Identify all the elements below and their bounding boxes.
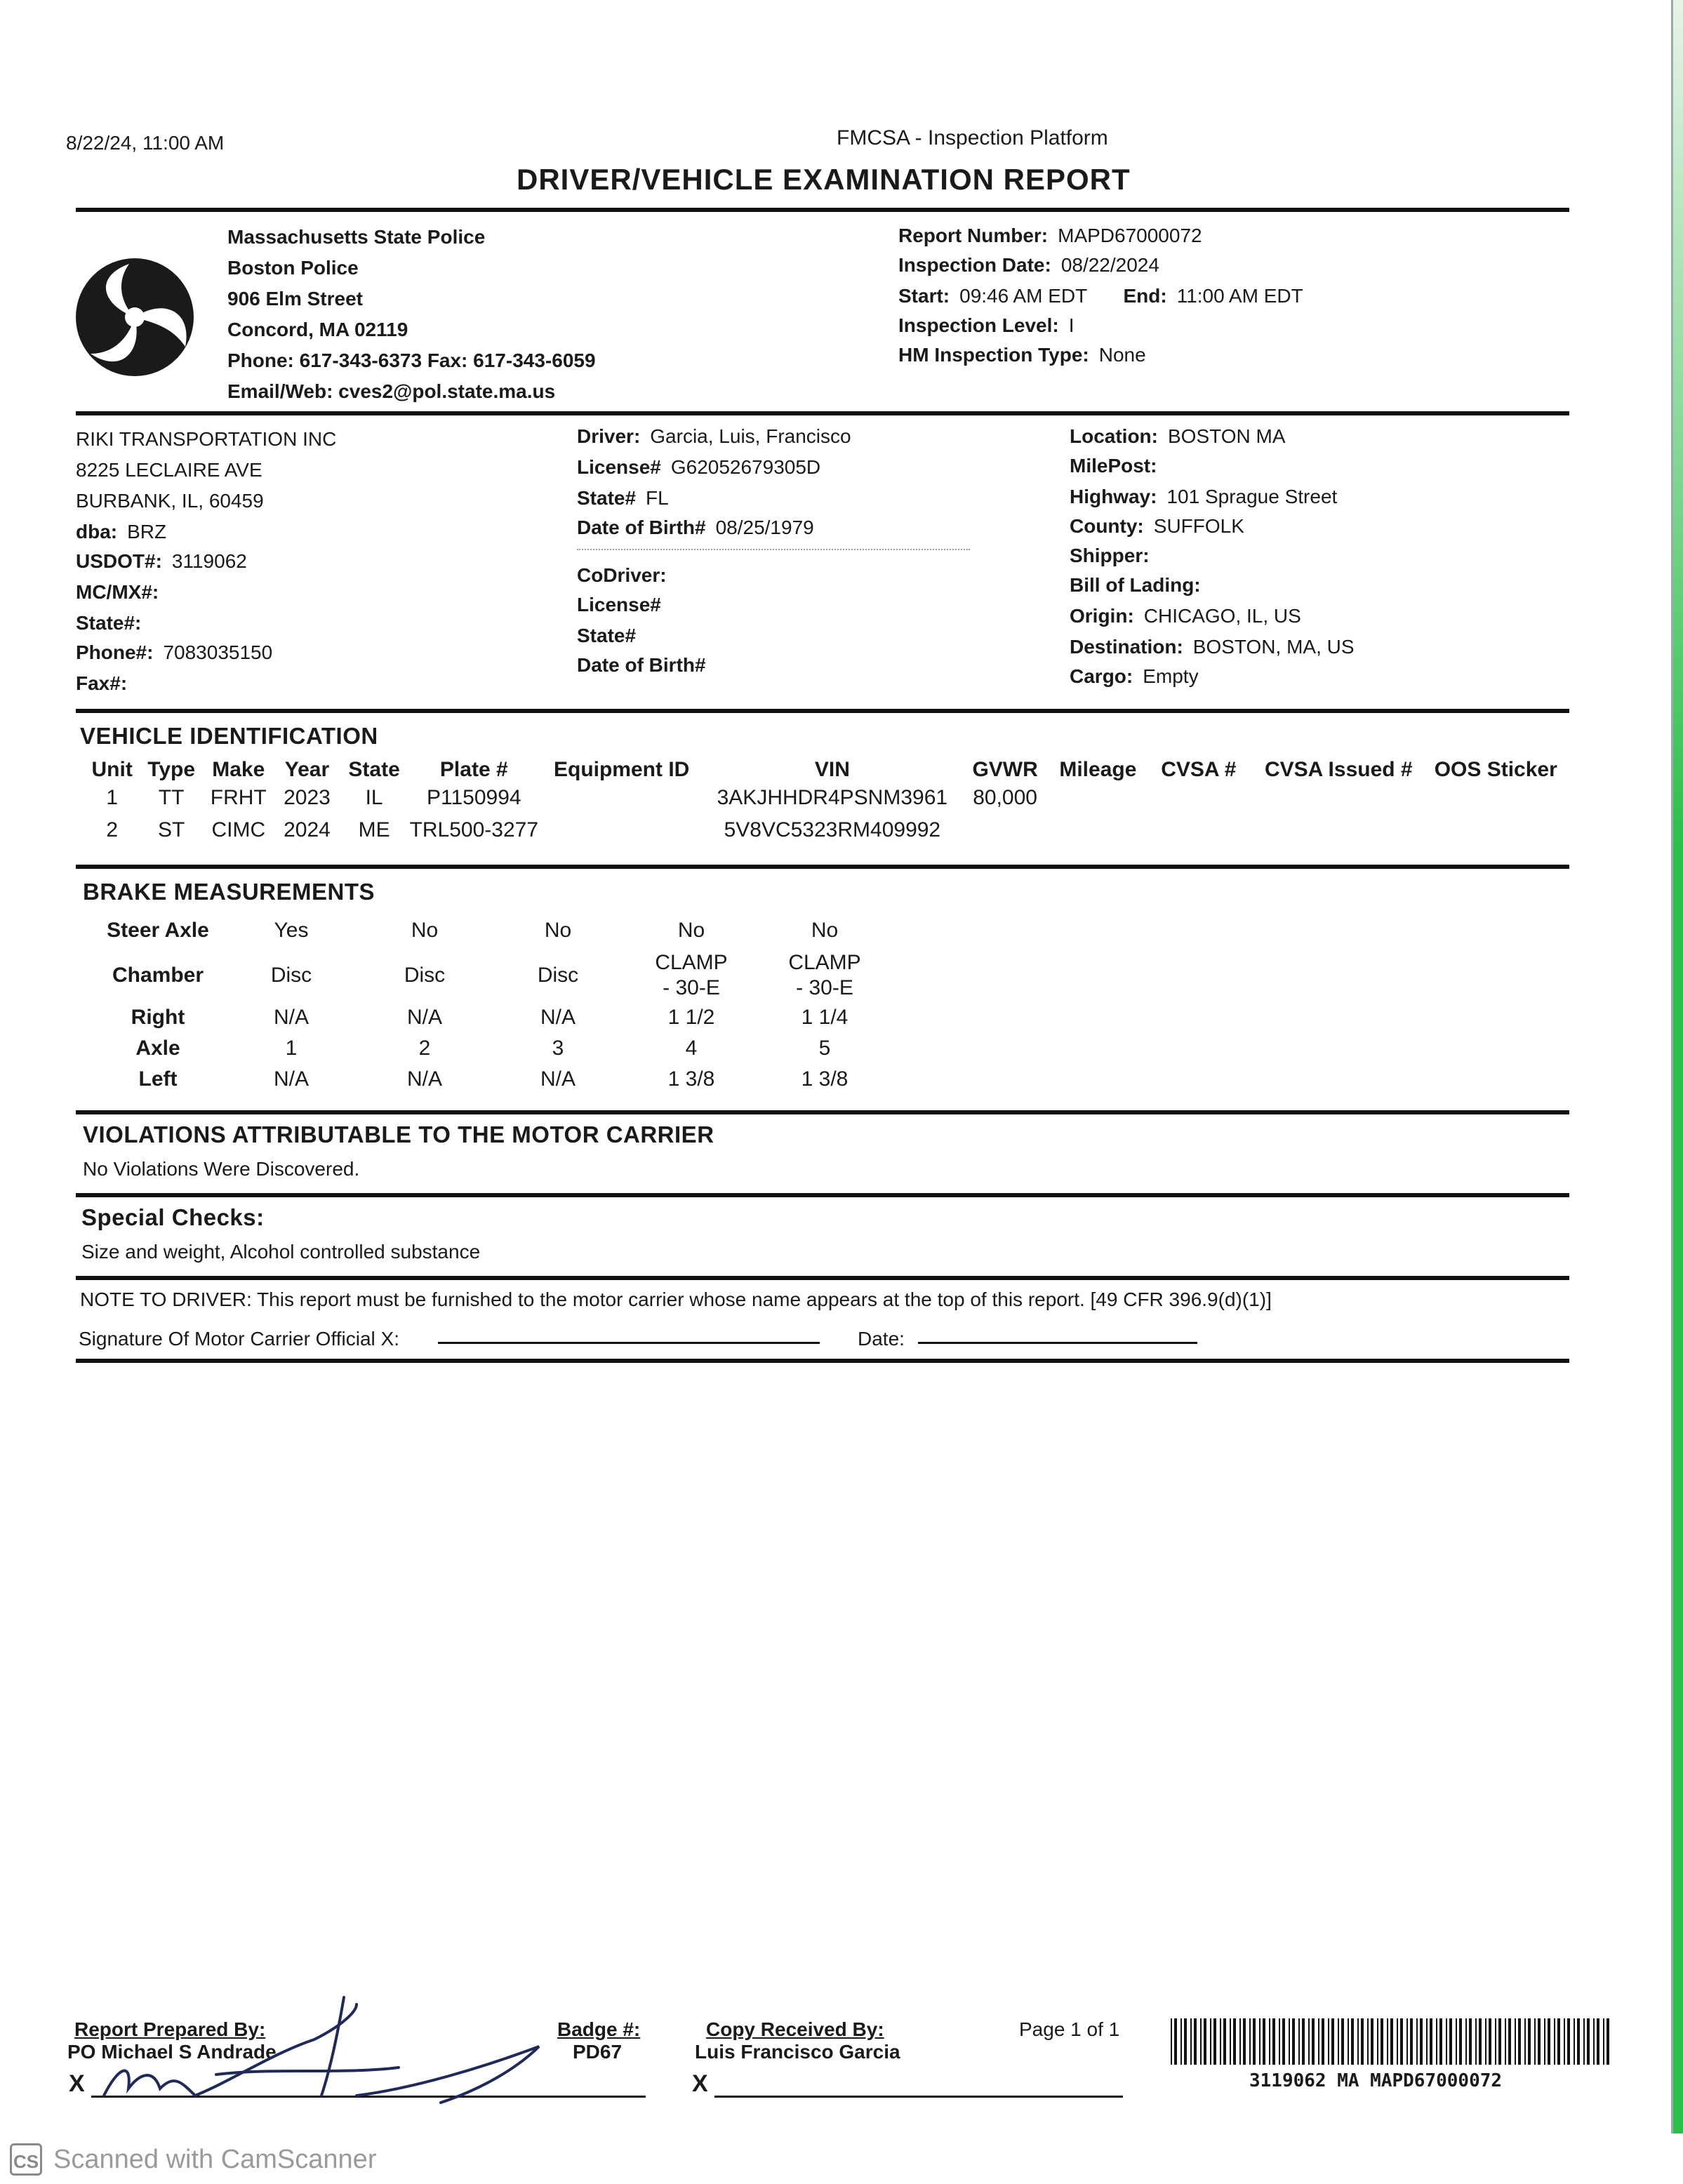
barcode-bar [1377,2018,1378,2065]
carrier-phone-label: Phone#: [76,641,154,663]
hm-type: None [1098,344,1146,366]
usdot-label: USDOT#: [76,550,162,572]
shipper-row [1070,542,1159,570]
cell: ST [157,818,185,841]
highway: 101 Sprague Street [1166,486,1338,507]
barcode-bar [1180,2018,1182,2065]
driver-name: Garcia, Luis, Francisco [650,425,851,447]
barcode-bar [1253,2018,1256,2065]
camscanner-logo-icon: CS [10,2143,42,2176]
barcode-bar [1210,2018,1211,2065]
barcode-bar [1515,2018,1516,2065]
driver-dob-row [577,514,814,542]
col-year: Year [284,758,330,781]
origin-label: Origin: [1070,605,1134,627]
barcode-bar [1485,2018,1486,2065]
cell: Yes [274,919,309,942]
start-time: 09:46 AM EDT [959,285,1087,307]
dotted-separator [577,549,970,552]
divider [76,1193,1569,1197]
barcode-bar [1534,2018,1536,2065]
agency-phone-fax: Phone: 617-343-6373 Fax: 617-343-6059 [227,349,596,371]
barcode-bar [1465,2018,1467,2065]
officer-signature [90,1990,567,2113]
col-unit: Unit [91,758,133,781]
barcode-bar [1259,2018,1260,2065]
highway-row [1070,483,1337,511]
report-title: DRIVER/VEHICLE EXAMINATION REPORT [517,163,1131,196]
bol-label: Bill of Lading: [1070,574,1201,596]
barcode-bar [1292,2018,1295,2065]
location: BOSTON MA [1168,425,1286,447]
carrier-dba: BRZ [127,521,167,542]
carrier-fax-row [76,670,137,698]
barcode-bar [1479,2018,1482,2065]
license-label: License# [577,456,661,478]
brake-table [91,912,891,1095]
carrier-usdot-row [76,547,247,575]
carrier-state-row [76,609,151,637]
cell: 2023 [284,786,331,809]
violations-title: VIOLATIONS ATTRIBUTABLE TO THE MOTOR CARRIER [83,1121,714,1147]
cell: TT [158,786,185,809]
cell: CIMC [211,818,266,841]
barcode-bar [1367,2018,1369,2065]
cell: 80,000 [973,786,1037,809]
license-row [577,453,820,481]
agency-street: 906 Elm Street [227,288,363,309]
violations-text: No Violations Were Discovered. [83,1158,360,1180]
col-equipment-id: Equipment ID [553,758,690,781]
co-license-row [577,591,671,619]
cell: 1 1/2 [667,1006,715,1029]
barcode-bar [1351,2018,1354,2065]
cell: No [811,919,839,942]
bol-row [1070,571,1211,599]
report-number: MAPD67000072 [1058,225,1202,246]
driver-state: FL [646,487,669,509]
barcode-bar [1249,2018,1251,2065]
divider [76,1110,1569,1114]
cell: N/A [273,1067,309,1091]
cell [1049,814,1146,846]
driver-row [577,422,851,451]
barcode-bar [1174,2018,1177,2065]
codriver-label: CoDriver: [577,564,667,586]
barcode-bar [1390,2018,1393,2065]
divider [76,208,1569,212]
co-license-label: License# [577,594,661,615]
table-row [91,1033,891,1064]
cell [540,782,704,814]
carrier-street: 8225 LECLAIRE AVE [76,459,262,481]
barcode-bar [1574,2018,1575,2065]
barcode-bar [1289,2018,1290,2065]
cell [1049,782,1146,814]
barcode-bar [1272,2018,1275,2065]
barcode-bar [1220,2018,1221,2065]
barcode-bar [1456,2018,1457,2065]
cell [1251,814,1426,846]
dba-label: dba: [76,521,118,542]
cell: N/A [540,1006,576,1029]
county-row [1070,512,1244,540]
cell: 1 [106,786,119,809]
cell: N/A [406,1006,442,1029]
x-mark: X [69,2070,85,2097]
col-cvsa-issued: CVSA Issued # [1264,758,1413,781]
agency-city: Concord, MA 02119 [227,319,408,340]
codriver-row [577,561,677,590]
cell: No [677,919,705,942]
inspection-level: I [1068,314,1075,336]
barcode-bar [1554,2018,1555,2065]
cell: TRL500-3277 [409,818,539,841]
row-label: Chamber [112,964,204,987]
driver-license: G62052679305D [670,456,821,478]
special-checks-text: Size and weight, Alcohol controlled substance [81,1241,481,1263]
barcode-bar [1416,2018,1418,2065]
scan-edge-green [1673,0,1683,2133]
cell [1251,782,1426,814]
end-time: 11:00 AM EDT [1176,285,1303,307]
cell: 5V8VC5323RM409992 [724,818,941,841]
col-gvwr: GVWR [972,758,1038,781]
vehicle-header-row [84,758,1565,782]
barcode-bar [1190,2018,1192,2065]
carrier-signature-line[interactable] [438,1342,820,1344]
time-row [898,282,1303,310]
badge-number: PD67 [573,2041,623,2063]
shipper-label: Shipper: [1070,545,1150,566]
barcode-bar [1498,2018,1501,2065]
cell: No [544,919,572,942]
barcode-bar [1269,2018,1270,2065]
cargo-row [1070,662,1199,691]
platform-name: FMCSA - Inspection Platform [837,126,1108,149]
table-row [91,949,891,1002]
cell [1426,782,1565,814]
barcode-bar [1318,2018,1319,2065]
cell: Disc [270,964,312,987]
destination-label: Destination: [1070,636,1183,658]
badge-label: Badge #: [557,2018,641,2040]
divider [76,1359,1569,1363]
location-label: Location: [1070,425,1158,447]
inspection-level-label: Inspection Level: [898,314,1059,336]
col-plate: Plate # [439,758,508,781]
barcode-bar [1397,2018,1398,2065]
prepared-by-label: Report Prepared By: [74,2018,266,2040]
agency-email: Email/Web: cves2@pol.state.ma.us [227,380,556,402]
row-label: Steer Axle [107,919,209,942]
col-vin: VIN [814,758,850,781]
barcode-bar [1597,2018,1599,2065]
highway-label: Highway: [1070,486,1157,507]
barcode-bar [1439,2018,1442,2065]
barcode-bar [1204,2018,1206,2065]
barcode-bar [1593,2018,1595,2065]
barcode-bar [1469,2018,1472,2065]
barcode-bar [1475,2018,1477,2065]
barcode-bar [1387,2018,1388,2065]
county-label: County: [1070,515,1144,537]
barcode-bar [1489,2018,1491,2065]
carrier-mcmx-row [76,578,168,606]
cell: P1150994 [427,786,521,809]
inspection-level-row [898,312,1075,340]
special-checks-title: Special Checks: [81,1204,265,1230]
cell: 3 [552,1037,564,1060]
hm-type-label: HM Inspection Type: [898,344,1089,366]
cargo: Empty [1143,665,1199,687]
barcode-bar [1298,2018,1300,2065]
barcode-bar [1331,2018,1334,2065]
barcode-bar [1400,2018,1403,2065]
barcode-bar [1449,2018,1452,2065]
carrier-usdot: 3119062 [171,550,247,572]
cell: N/A [406,1067,442,1091]
barcode-bar [1446,2018,1447,2065]
cell: 1 [285,1037,298,1060]
print-timestamp: 8/22/24, 11:00 AM [66,132,225,154]
col-state: State [348,758,400,781]
barcode-bar [1524,2018,1526,2065]
barcode-bar [1505,2018,1506,2065]
cargo-label: Cargo: [1070,665,1133,687]
cell: 5 [818,1037,831,1060]
barcode-bar [1603,2018,1604,2065]
cell: 3AKJHHDR4PSNM3961 [717,786,948,809]
report-number-row [898,222,1202,250]
barcode-bar [1583,2018,1585,2065]
barcode-bar [1528,2018,1531,2065]
barcode-bar [1410,2018,1413,2065]
barcode-bar [1338,2018,1339,2065]
barcode-bar [1322,2018,1324,2065]
barcode-bar [1239,2018,1241,2065]
cell [961,814,1049,846]
milepost-label: MilePost: [1070,455,1157,477]
copy-received-name: Luis Francisco Garcia [695,2041,900,2063]
barcode-bar [1361,2018,1364,2065]
barcode-bar [1328,2018,1329,2065]
barcode-bar [1495,2018,1496,2065]
county: SUFFOLK [1153,515,1244,537]
col-type: Type [147,758,196,781]
dot-logo-icon [73,255,197,382]
co-state-label: State# [577,625,637,646]
barcode-bar [1357,2018,1359,2065]
destination-row [1070,633,1355,661]
report-number-label: Report Number: [898,225,1049,246]
barcode-bar [1577,2018,1580,2065]
carrier-state-label: State#: [76,612,142,634]
barcode-text: 3119062 MA MAPD67000072 [1249,2070,1503,2091]
date-line[interactable] [918,1342,1197,1344]
end-label: End: [1123,285,1167,307]
barcode-icon [1171,2018,1617,2068]
cell: N/A [540,1067,576,1091]
barcode-bar [1420,2018,1423,2065]
barcode-bar [1436,2018,1437,2065]
origin: CHICAGO, IL, US [1143,605,1301,627]
cell: 4 [685,1037,698,1060]
mcmx-label: MC/MX#: [76,581,159,603]
table-row [91,1064,891,1095]
origin-row [1070,602,1301,630]
carrier-name: RIKI TRANSPORTATION INC [76,428,337,450]
cell: 1 1/4 [801,1006,849,1029]
barcode-bar [1371,2018,1373,2065]
agency-unit: Boston Police [227,257,359,279]
carrier-dba-row [76,518,166,546]
barcode-bar [1184,2018,1187,2065]
barcode-bar [1348,2018,1349,2065]
driver-state-label: State# [577,487,637,509]
barcode-bar [1171,2018,1172,2065]
barcode-bar [1406,2018,1408,2065]
cell [1147,814,1251,846]
row-label: Right [131,1006,185,1029]
hm-type-row [898,341,1146,369]
cell: CLAMP - 30-E [655,951,728,999]
cell: CLAMP - 30-E [788,951,861,999]
divider [76,1276,1569,1280]
cell: Disc [537,964,579,987]
inspection-date: 08/22/2024 [1060,254,1159,276]
inspection-date-label: Inspection Date: [898,254,1051,276]
col-cvsa: CVSA # [1161,758,1237,781]
col-mileage: Mileage [1059,758,1137,781]
row-label: Axle [135,1037,180,1060]
barcode-bar [1381,2018,1383,2065]
cell: 2 [106,818,119,841]
barcode-bar [1200,2018,1202,2065]
driver-state-row [577,484,669,512]
watermark-text: Scanned with CamScanner [53,2145,377,2174]
copy-received-label: Copy Received By: [706,2018,884,2040]
barcode-bar [1233,2018,1236,2065]
cell: IL [365,786,383,809]
x-mark: X [692,2070,708,2097]
barcode-bar [1518,2018,1521,2065]
barcode-bar [1279,2018,1280,2065]
table-row [91,1002,891,1033]
barcode-bar [1302,2018,1305,2065]
note-to-driver: NOTE TO DRIVER: This report must be furnished to the motor carrier whose name appears at the top of this report. [49 CFR 396.9(d)(1)] [80,1289,1272,1310]
carrier-signature-label: Signature Of Motor Carrier Official X: [79,1328,399,1350]
barcode-bar [1459,2018,1462,2065]
col-oos-sticker: OOS Sticker [1434,758,1557,781]
cell: 1 3/8 [801,1067,849,1091]
cell: ME [358,818,390,841]
cell: 2024 [284,818,331,841]
cell: N/A [273,1006,309,1029]
driver-label: Driver: [577,425,641,447]
table-row [84,782,1565,814]
carrier-city: BURBANK, IL, 60459 [76,490,264,512]
barcode-bar [1282,2018,1285,2065]
inspection-date-row [898,251,1159,279]
barcode-bar [1508,2018,1511,2065]
carrier-fax-label: Fax#: [76,672,128,694]
barcode-bar [1308,2018,1310,2065]
barcode-bar [1223,2018,1226,2065]
vehicle-table [84,758,1565,846]
divider [76,411,1569,415]
start-label: Start: [898,285,950,307]
brake-section-title: BRAKE MEASUREMENTS [83,879,375,905]
received-signature-line[interactable] [714,2096,1123,2098]
barcode-bar [1587,2018,1590,2065]
carrier-phone: 7083035150 [163,641,273,663]
barcode-bar [1606,2018,1609,2065]
barcode-bar [1230,2018,1231,2065]
cell [1426,814,1565,846]
barcode-bar [1312,2018,1315,2065]
divider [76,865,1569,869]
row-label: Left [138,1067,178,1091]
barcode-bar [1430,2018,1432,2065]
cell: 1 3/8 [667,1067,715,1091]
agency-name: Massachusetts State Police [227,226,486,248]
page-indicator: Page 1 of 1 [1019,2018,1120,2040]
cell: No [411,919,439,942]
co-dob-row [577,651,716,679]
prepared-by-name: PO Michael S Andrade [67,2041,277,2063]
cell: Disc [404,964,446,987]
barcode-bar [1213,2018,1216,2065]
barcode-bar [1426,2018,1428,2065]
co-dob-label: Date of Birth# [577,654,706,676]
barcode-bar [1194,2018,1197,2065]
barcode-bar [1548,2018,1550,2065]
carrier-phone-row [76,639,272,667]
driver-dob: 08/25/1979 [715,517,814,538]
col-make: Make [212,758,265,781]
barcode-bar [1341,2018,1344,2065]
barcode-bar [1557,2018,1560,2065]
destination: BOSTON, MA, US [1192,636,1355,658]
barcode-bar [1538,2018,1541,2065]
cell: 2 [418,1037,431,1060]
barcode-bar [1544,2018,1545,2065]
cell: FRHT [210,786,267,809]
co-state-row [577,622,646,650]
divider [76,709,1569,713]
date-label: Date: [858,1328,905,1350]
location-row [1070,422,1286,451]
barcode-bar [1243,2018,1246,2065]
table-row [91,912,891,949]
cell [540,814,704,846]
barcode-bar [1564,2018,1565,2065]
barcode-bar [1263,2018,1265,2065]
driver-dob-label: Date of Birth# [577,517,706,538]
cell [1147,782,1251,814]
barcode-bar [1567,2018,1570,2065]
table-row [84,814,1565,846]
milepost-row [1070,452,1166,480]
vehicle-section-title: VEHICLE IDENTIFICATION [80,723,378,749]
